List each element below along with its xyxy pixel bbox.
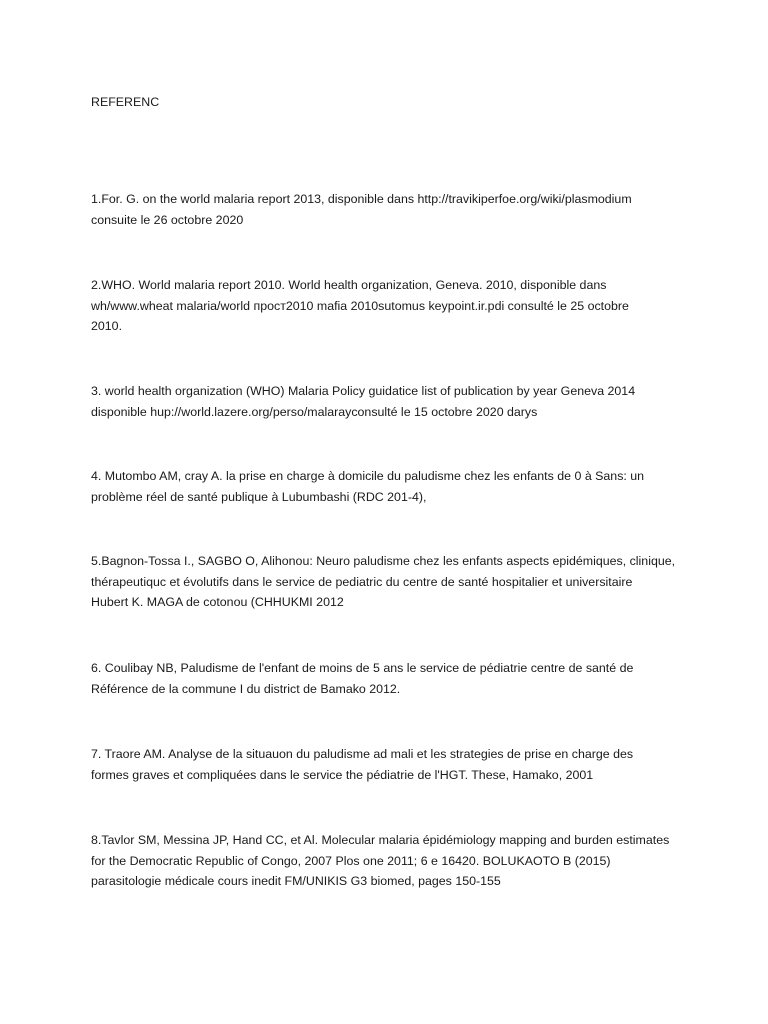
reference-item-6	[91, 658, 691, 699]
reference-line: for the Democratic Republic of Congo, 2007 Plos one 2011; 6 e 16420. BOLUKAOTO B (2015)	[91, 853, 611, 868]
reference-line: disponible hup://world.lazere.org/perso/malarayconsulté le 15 octobre 2020 darys	[91, 404, 538, 419]
reference-item-8	[91, 830, 691, 892]
reference-line: 4. Mutombo AM, cray A. la prise en charge à domicile du paludisme chez les enfants de 0 à Sans: un	[91, 469, 645, 483]
reference-line: 7. Traore AM. Analyse de la situauon du paludisme ad mali et les strategies de prise en charge des	[91, 747, 634, 761]
reference-item-4	[91, 466, 691, 507]
reference-line: 2.WHO. World malaria report 2010. World health organization, Geneva. 2010, disponible dans	[91, 278, 607, 292]
reference-line: 6. Coulibay NB, Paludisme de l'enfant de moins de 5 ans le service de pédiatrie centre de santé de	[91, 661, 634, 675]
reference-line: Référence de la commune I du district de Bamako 2012.	[91, 681, 401, 696]
reference-line: 5.Bagnon-Tossa I., SAGBO O, Alihonou: Neuro paludisme chez les enfants aspects epidémiques, clinique,	[91, 554, 676, 568]
reference-line: Hubert K. MAGA de cotonou (CHHUKMI 2012	[91, 595, 344, 609]
page-heading: REFERENC	[91, 95, 160, 109]
reference-line: problème réel de santé publique à Lubumbashi (RDC 201-4),	[91, 489, 427, 504]
reference-line: parasitologie médicale cours inedit FM/UNIKIS G3 biomed, pages 150-155	[91, 874, 501, 888]
reference-line: thérapeutiquc et évolutifs dans le service de pediatric du centre de santé hospitalier et universitaire	[91, 574, 633, 589]
reference-line: 1.For. G. on the world malaria report 2013, disponible dans http://travikiperfoe.org/wiki/plasmodium	[91, 192, 632, 206]
reference-line: formes graves et compliquées dans le service the pédiatrie de l'HGT. These, Hamako, 2001	[91, 767, 594, 782]
reference-line: 3. world health organization (WHO) Malaria Policy guidatice list of publication by year Geneva 2014	[91, 384, 636, 398]
reference-item-3	[91, 381, 691, 422]
reference-line: 8.Tavlor SM, Messina JP, Hand CC, et Al. Molecular malaria épidémiology mapping and burden estimates	[91, 833, 670, 847]
reference-line: 2010.	[91, 319, 123, 333]
reference-item-1	[91, 189, 691, 230]
reference-line: wh/www.wheat malaria/world прост2010 mafia 2010sutomus keypoint.ir.pdi consulté le 25 octobre	[91, 298, 629, 313]
reference-line: consuite le 26 octobre 2020	[91, 212, 244, 227]
reference-item-2	[91, 275, 691, 337]
reference-item-7	[91, 744, 691, 785]
reference-item-5	[91, 551, 691, 613]
